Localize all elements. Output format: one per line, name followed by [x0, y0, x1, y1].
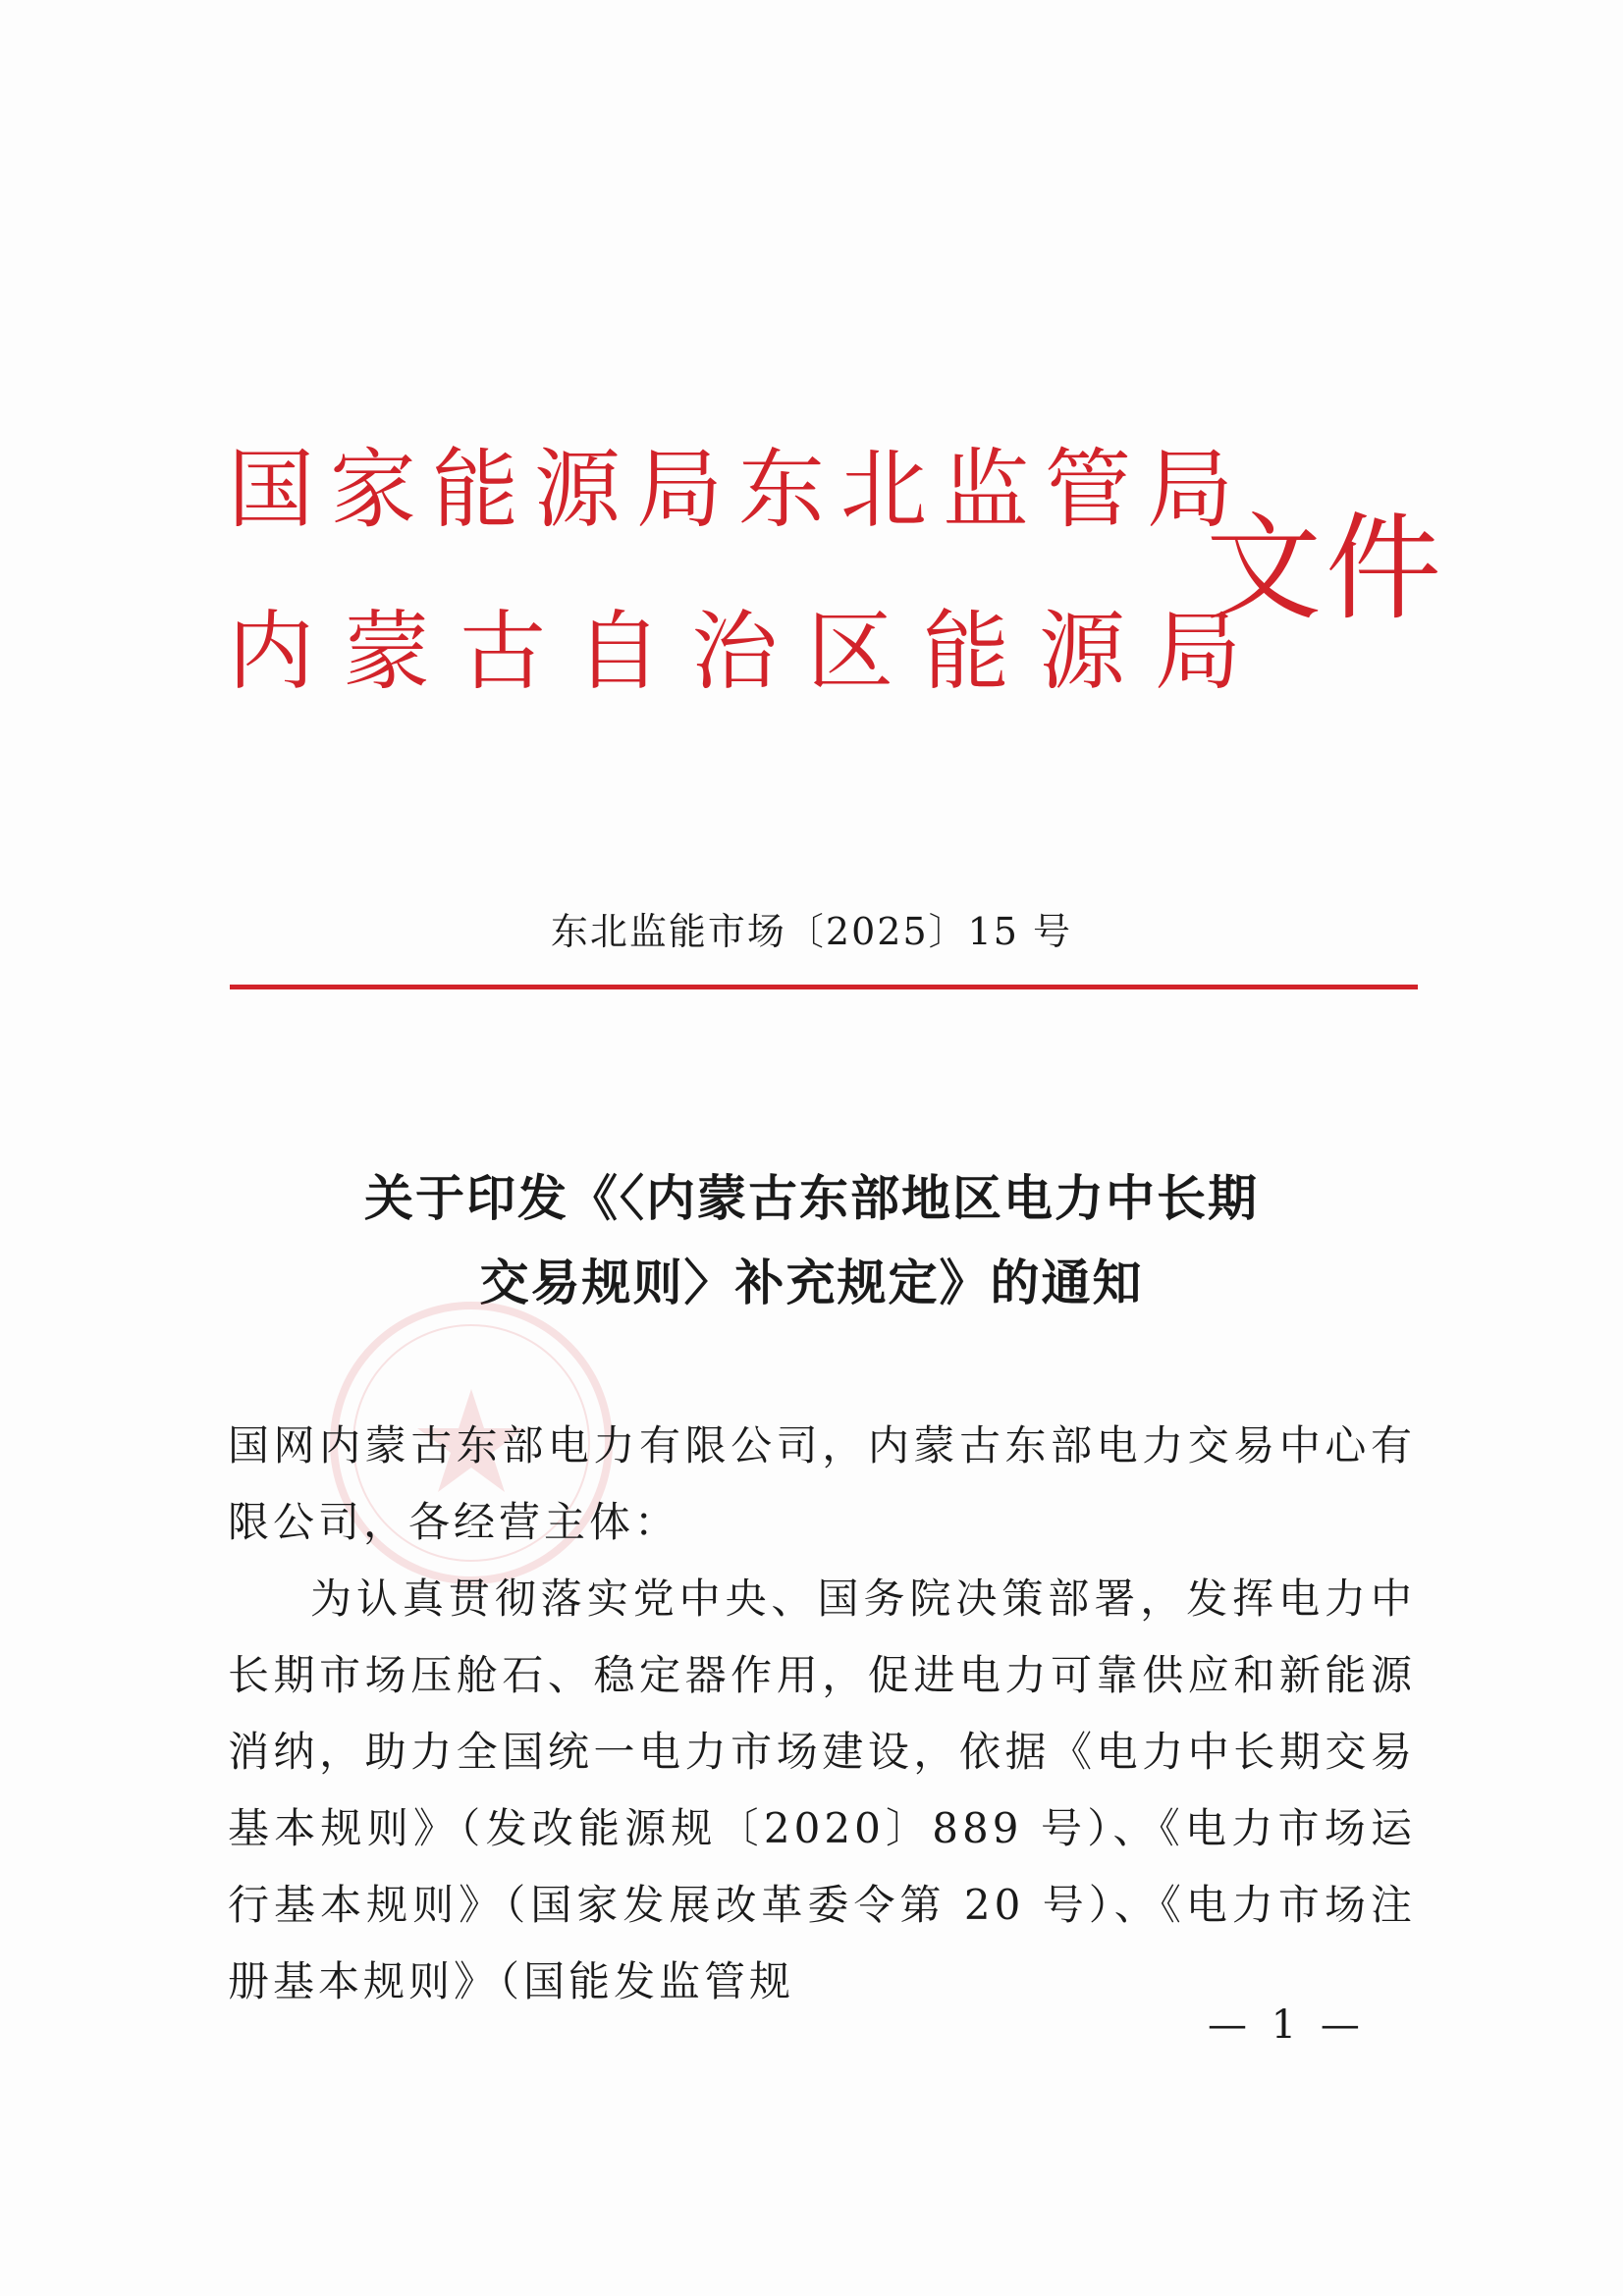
red-divider-line: [230, 985, 1418, 989]
issuing-org-line-2: 内蒙古自治区能源局: [228, 601, 1271, 702]
title-line-1: 关于印发《〈内蒙古东部地区电力中长期: [364, 1170, 1259, 1227]
document-number: 东北监能市场〔2025〕15 号: [550, 910, 1073, 953]
issuing-org-line-1: 国家能源局东北监管局: [228, 439, 1250, 540]
body-paragraph-1: 为认真贯彻落实党中央、国务院决策部署，发挥电力中长期市场压舱石、稳定器作用，促进电力可靠供应和新能源消纳，助力全国统一电力市场建设，依据《电力中长期交易基本规则》（发改能源规〔2020〕889 号）、《电力市场运行基本规则》（国家发展改革委令第 20 号）、《电力市场注册基本规则》（国能发监管规: [228, 1575, 1416, 2005]
title-line-2: 交易规则〉补充规定》的通知: [479, 1255, 1144, 1311]
salutation-paragraph: 国网内蒙古东部电力有限公司，内蒙古东部电力交易中心有限公司，各经营主体：: [228, 1421, 1416, 1546]
document-type-label: 文件: [1206, 501, 1446, 636]
page-number: — 1 —: [1208, 2002, 1366, 2048]
document-title: [0, 1156, 1623, 1325]
